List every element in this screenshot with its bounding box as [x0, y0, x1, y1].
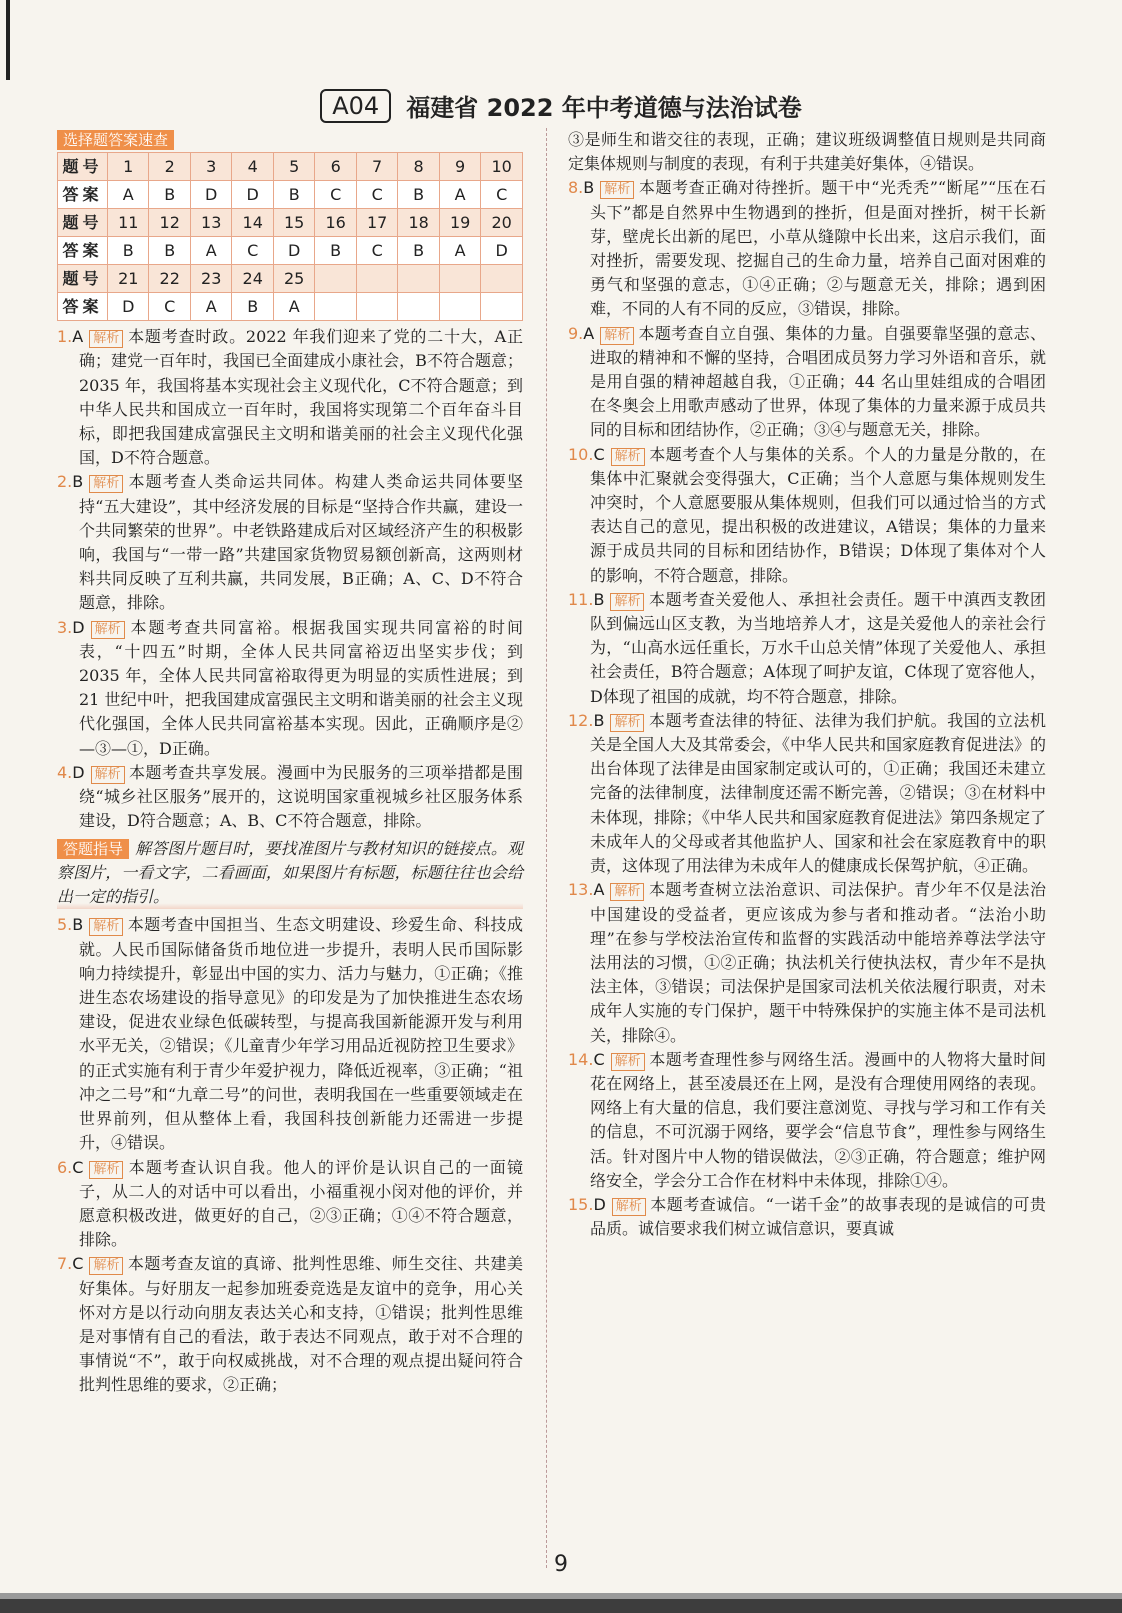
row-header: 答案: [58, 293, 108, 321]
analysis-item: [568, 1193, 1046, 1241]
table-cell: 23: [190, 265, 231, 293]
question-number: 7.: [57, 1254, 73, 1274]
table-cell: D: [273, 237, 314, 265]
table-cell: 2: [149, 153, 190, 181]
row-header: 题号: [58, 209, 108, 237]
analysis-text: 本题考查中国担当、生态文明建设、珍爱生命、科技成就。人民币国际储备货币地位进一步提升，表明人民币国际影响力持续提升，彰显出中国的实力、活力与魅力，①正确；《推进生态农场建设的指导意见》的印发是为了加快推进生态农场建设，促进农业绿色低碳转型，与提高我国新能源开发与利用水平无关，②错误；《儿童青少年学习用品近视防控卫生要求》的正式实施有利于青少年爱护视力，降低近视率，③正确；“祖冲之二号”和“九章二号”的问世，表明我国在一些重要领域走在世界前列，但从整体上看，我国科技创新能力还需进一步提升，④错误。: [79, 915, 523, 1153]
table-cell: 14: [232, 209, 273, 237]
table-cell: [481, 265, 523, 293]
analysis-text: 本题考查共同富裕。根据我国实现共同富裕的时间表，“十四五”时期，全体人民共同富裕迈出坚实步伐；到 2035 年，全体人民共同富裕取得更为明显的实质性进展；到 21 世纪中叶，把我国建成富强民主文明和谐美丽的社会主义现代化强国，全体人民共同富裕基本实现。因此，正确顺序是②—③—①，D正确。: [79, 617, 523, 758]
analysis-item: [57, 616, 523, 761]
question-number: 2.: [57, 472, 73, 492]
analysis-item: [57, 470, 523, 615]
table-cell: [398, 265, 439, 293]
table-cell: 20: [481, 209, 523, 237]
table-cell: C: [232, 237, 273, 265]
analysis-item: [568, 1048, 1046, 1193]
answer-guide-text: 解答图片题目时，要找准图片与教材知识的链接点。观察图片，一看文字，二看画面，如果图片有标题，标题往往也会给出一定的指引。: [57, 839, 523, 907]
answer-letter: A: [72, 327, 84, 347]
table-cell: 9: [439, 153, 480, 181]
page-number: 9: [554, 1552, 568, 1577]
row-header: 答案: [58, 237, 108, 265]
answer-letter: B: [72, 915, 84, 935]
row-header: 题号: [58, 265, 108, 293]
answer-letter: A: [583, 323, 595, 343]
table-cell: C: [356, 181, 397, 209]
analysis-item: [568, 878, 1046, 1047]
row-header: 答案: [58, 181, 108, 209]
analysis-text: 本题考查树立法治意识、司法保护。青少年不仅是法治中国建设的受益者，更应该成为参与者和推动者。“法治小助理”在参与学校法治宣传和监督的实践活动中能培养尊法学法守法用法的习惯，①②正确；执法机关行使执法权，青少年不是执法主体，③错误；司法保护是国家司法机关依法履行职责，对未成年人实施的专门保护，题干中特殊保护的实施主体不是司法机关，排除④。: [590, 880, 1046, 1045]
answer-letter: D: [72, 617, 85, 637]
table-cell: C: [481, 181, 523, 209]
table-cell: A: [190, 293, 231, 321]
analysis-tag: 解析: [600, 327, 634, 345]
question-number: 6.: [57, 1157, 73, 1177]
analysis-item: [57, 1252, 523, 1397]
table-cell: D: [190, 181, 231, 209]
analysis-tag: 解析: [612, 1198, 646, 1216]
table-cell: 7: [356, 153, 397, 181]
table-cell: 25: [273, 265, 314, 293]
analysis-item: [57, 1156, 523, 1253]
answer-letter: C: [72, 1254, 84, 1274]
table-cell: 13: [190, 209, 231, 237]
left-column: [57, 128, 523, 1398]
table-cell: B: [398, 181, 439, 209]
analysis-item: [57, 761, 523, 834]
table-cell: [398, 293, 439, 321]
analysis-list-right: [568, 176, 1046, 1241]
question-number: 14.: [568, 1049, 594, 1069]
question-number: 13.: [568, 880, 594, 900]
table-cell: [315, 293, 356, 321]
table-cell: D: [232, 181, 273, 209]
question-number: 8.: [568, 178, 584, 198]
analysis-tag: 解析: [611, 1053, 645, 1071]
question-number: 12.: [568, 710, 594, 730]
table-cell: [315, 265, 356, 293]
analysis-tag: 解析: [91, 766, 125, 784]
table-cell: 16: [315, 209, 356, 237]
analysis-text: 本题考查正确对待挫折。题干中“光秃秃”“断尾”“压在石头下”都是自然界中生物遇到的挫折，但是面对挫折，树干长新芽，壁虎长出新的尾巴，小草从缝隙中长出来，这启示我们，面对挫折，需要发现、挖掘自己的生命力量，培养自己面对困难的勇气和坚强的意志，①④正确；②与题意无关，排除；遇到困难，不同的人有不同的反应，③错误，排除。: [590, 178, 1046, 319]
table-cell: A: [439, 237, 480, 265]
question-number: 11.: [568, 589, 594, 609]
question-number: 9.: [568, 323, 584, 343]
analysis-text: 本题考查自立自强、集体的力量。自强要靠坚强的意志、进取的精神和不懈的坚持，合唱团成员努力学习外语和音乐，就是用自强的精神超越自我，①正确；44 名山里娃组成的合唱团在冬奥会上用歌声感动了世界，体现了集体的力量来源于成员共同的目标和团结协作，②正确；③④与题意无关，排除。: [590, 323, 1046, 440]
analysis-tag: 解析: [611, 448, 645, 466]
question-number-row: [58, 209, 523, 237]
table-cell: B: [149, 181, 190, 209]
analysis-tag: 解析: [89, 1161, 123, 1179]
analysis-text: 本题考查人类命运共同体。构建人类命运共同体要坚持“五大建设”，其中经济发展的目标是“坚持合作共赢，建设一个共同繁荣的世界”。中老铁路建成后对区域经济产生的积极影响，我国与“一带一路”共建国家货物贸易额创新高，这两则材料共同反映了互利共赢，共同发展，B正确；A、C、D不符合题意，排除。: [79, 472, 523, 613]
analysis-item: [568, 709, 1046, 878]
question-number: 15.: [568, 1194, 594, 1214]
analysis-item: [568, 588, 1046, 709]
analysis-tag: 解析: [89, 1257, 123, 1275]
table-cell: B: [108, 237, 149, 265]
question-number-row: [58, 153, 523, 181]
answer-letter: D: [72, 762, 85, 782]
analysis-tag: 解析: [89, 330, 123, 348]
table-cell: B: [315, 237, 356, 265]
analysis-text: 本题考查个人与集体的关系。个人的力量是分散的，在集体中汇聚就会变得强大，C正确；当个人意愿与集体规则发生冲突时，个人意愿要服从集体规则，但我们可以通过恰当的方式表达自己的意见，提出积极的改进建议，A错误；集体的力量来源于成员共同的目标和团结协作，B错误；D体现了集体对个人的影响，不符合题意，排除。: [590, 444, 1046, 585]
table-cell: 4: [232, 153, 273, 181]
analysis-tag: 解析: [89, 918, 123, 936]
table-cell: 22: [149, 265, 190, 293]
analysis-item: [568, 443, 1046, 588]
answer-letter: B: [583, 178, 595, 198]
analysis-item: [57, 325, 523, 470]
quick-answer-label: 选择题答案速查: [57, 130, 174, 150]
answer-row: [58, 237, 523, 265]
answer-letter: B: [593, 710, 605, 730]
table-cell: C: [315, 181, 356, 209]
table-cell: B: [149, 237, 190, 265]
page-header: [0, 88, 1122, 123]
table-cell: D: [481, 237, 523, 265]
answer-letter: D: [593, 1194, 606, 1214]
table-cell: 17: [356, 209, 397, 237]
table-cell: A: [190, 237, 231, 265]
analysis-text: 本题考查共享发展。漫画中为民服务的三项举措都是围绕“城乡社区服务”展开的，这说明国家重视城乡社区服务体系建设，D符合题意；A、B、C不符合题意，排除。: [79, 762, 523, 831]
analysis-text: 本题考查友谊的真谛、批判性思维、师生交往、共建美好集体。与好朋友一起参加班委竞选是友谊中的竞争，用心关怀对方是以行动向朋友表达关心和支持，①错误；批判性思维是对事情有自己的看法，敢于表达不同观点，敢于对不合理的事情说“不”，敢于向权威挑战，对不合理的观点提出疑问符合批判性思维的要求，②正确；: [79, 1254, 523, 1395]
analysis-text: 本题考查时政。2022 年我们迎来了党的二十大，A正确；建党一百年时，我国已全面建成小康社会，B不符合题意；2035 年，我国将基本实现社会主义现代化，C不符合题意；到中华人民共和国成立一百年时，我国将实现第二个百年奋斗目标，即把我国建成富强民主文明和谐美丽的社会主义现代化强国，D不符合题意。: [79, 327, 523, 468]
table-cell: 3: [190, 153, 231, 181]
table-cell: 11: [108, 209, 149, 237]
analysis-item: [568, 176, 1046, 321]
answer-guide-label: 答题指导: [57, 839, 129, 859]
table-cell: [439, 265, 480, 293]
table-cell: B: [232, 293, 273, 321]
analysis-list-left-2: [57, 913, 523, 1397]
table-cell: 5: [273, 153, 314, 181]
analysis-text: 本题考查认识自我。他人的评价是认识自己的一面镜子，从二人的对话中可以看出，小福重视小闵对他的评价，并愿意积极改进，做更好的自己，②③正确；①④不符合题意，排除。: [79, 1157, 523, 1250]
table-cell: 24: [232, 265, 273, 293]
table-cell: 12: [149, 209, 190, 237]
analysis-tag: 解析: [91, 621, 125, 639]
analysis-text: 本题考查法律的特征、法律为我们护航。我国的立法机关是全国人大及其常委会，《中华人民共和国家庭教育促进法》的出台体现了法律是由国家制定或认可的，①正确；我国还未建立完备的法律制度，法律制度还需不断完善，②错误；③在材料中未体现，排除；《中华人民共和国家庭教育促进法》第四条规定了未成年人的父母或者其他监护人、国家和社会在家庭教育中的职责，这体现了用法律为未成年人的健康成长保驾护航，④正确。: [590, 710, 1047, 876]
table-cell: 21: [108, 265, 149, 293]
analysis-tag: 解析: [610, 883, 644, 901]
answer-table: [57, 152, 523, 321]
row-header: 题号: [58, 153, 108, 181]
continued-text: ③是师生和谐交往的表现，正确；建议班级调整值日规则是共同商定集体规则与制度的表现，有利于共建美好集体，④错误。: [568, 130, 1046, 174]
table-cell: 6: [315, 153, 356, 181]
table-cell: 19: [439, 209, 480, 237]
analysis-tag: 解析: [89, 475, 123, 493]
table-cell: C: [149, 293, 190, 321]
question-number-row: [58, 265, 523, 293]
table-cell: A: [273, 293, 314, 321]
question-number: 3.: [57, 617, 73, 637]
analysis-tag: 解析: [600, 181, 634, 199]
question-number: 5.: [57, 915, 73, 935]
analysis-text: 本题考查理性参与网络生活。漫画中的人物将大量时间花在网络上，甚至凌晨还在上网，是没有合理使用网络的表现。网络上有大量的信息，我们要注意浏览、寻找与学习和工作有关的信息，不可沉溺于网络，要学会“信息节食”，理性参与网络生活。针对图片中人物的错误做法，②③正确，符合题意；维护网络安全，学会分工合作在材料中未体现，排除①④。: [590, 1049, 1046, 1190]
answer-row: [58, 293, 523, 321]
answer-letter: C: [72, 1157, 84, 1177]
table-cell: [356, 293, 397, 321]
table-cell: B: [398, 237, 439, 265]
table-cell: 15: [273, 209, 314, 237]
analysis-item: [57, 913, 523, 1155]
question-number: 10.: [568, 444, 594, 464]
table-cell: B: [273, 181, 314, 209]
answer-row: [58, 181, 523, 209]
table-cell: 10: [481, 153, 523, 181]
question-number: 1.: [57, 327, 73, 347]
analysis-tag: 解析: [610, 714, 644, 732]
answer-letter: A: [593, 880, 605, 900]
question-number: 4.: [57, 762, 73, 782]
answer-letter: C: [593, 1049, 605, 1069]
table-cell: 8: [398, 153, 439, 181]
table-cell: [356, 265, 397, 293]
scan-edge-dark: [0, 1599, 1122, 1613]
analysis-text: 本题考查关爱他人、承担社会责任。题干中滇西支教团队到偏远山区支教，为当地培养人才，这是关爱他人的亲社会行为，“山高水远任重长，万水千山总关情”体现了关爱他人、承担社会责任，B符合题意；A体现了呵护友谊，C体现了宽容他人，D体现了祖国的成就，均不符合题意，排除。: [590, 589, 1046, 706]
table-cell: C: [356, 237, 397, 265]
column-divider: [546, 128, 547, 1568]
page-title: 福建省 2022 年中考道德与法治试卷: [406, 94, 802, 122]
answer-guide: [57, 837, 523, 909]
analysis-text: 本题考查诚信。“一诺千金”的故事表现的是诚信的可贵品质。诚信要求我们树立诚信意识，要真诚: [590, 1194, 1046, 1239]
analysis-list-left: [57, 325, 523, 833]
table-cell: 18: [398, 209, 439, 237]
table-cell: A: [439, 181, 480, 209]
table-cell: D: [108, 293, 149, 321]
binding-edge-mark: [6, 0, 10, 80]
answer-letter: B: [72, 472, 84, 492]
answer-letter: C: [593, 444, 605, 464]
answer-letter: B: [593, 589, 605, 609]
right-column: [568, 128, 1046, 1241]
table-cell: [439, 293, 480, 321]
table-cell: [481, 293, 523, 321]
table-cell: 1: [108, 153, 149, 181]
table-cell: A: [108, 181, 149, 209]
paper-code: A04: [320, 89, 391, 123]
analysis-tag: 解析: [610, 593, 644, 611]
analysis-item: [568, 322, 1046, 443]
